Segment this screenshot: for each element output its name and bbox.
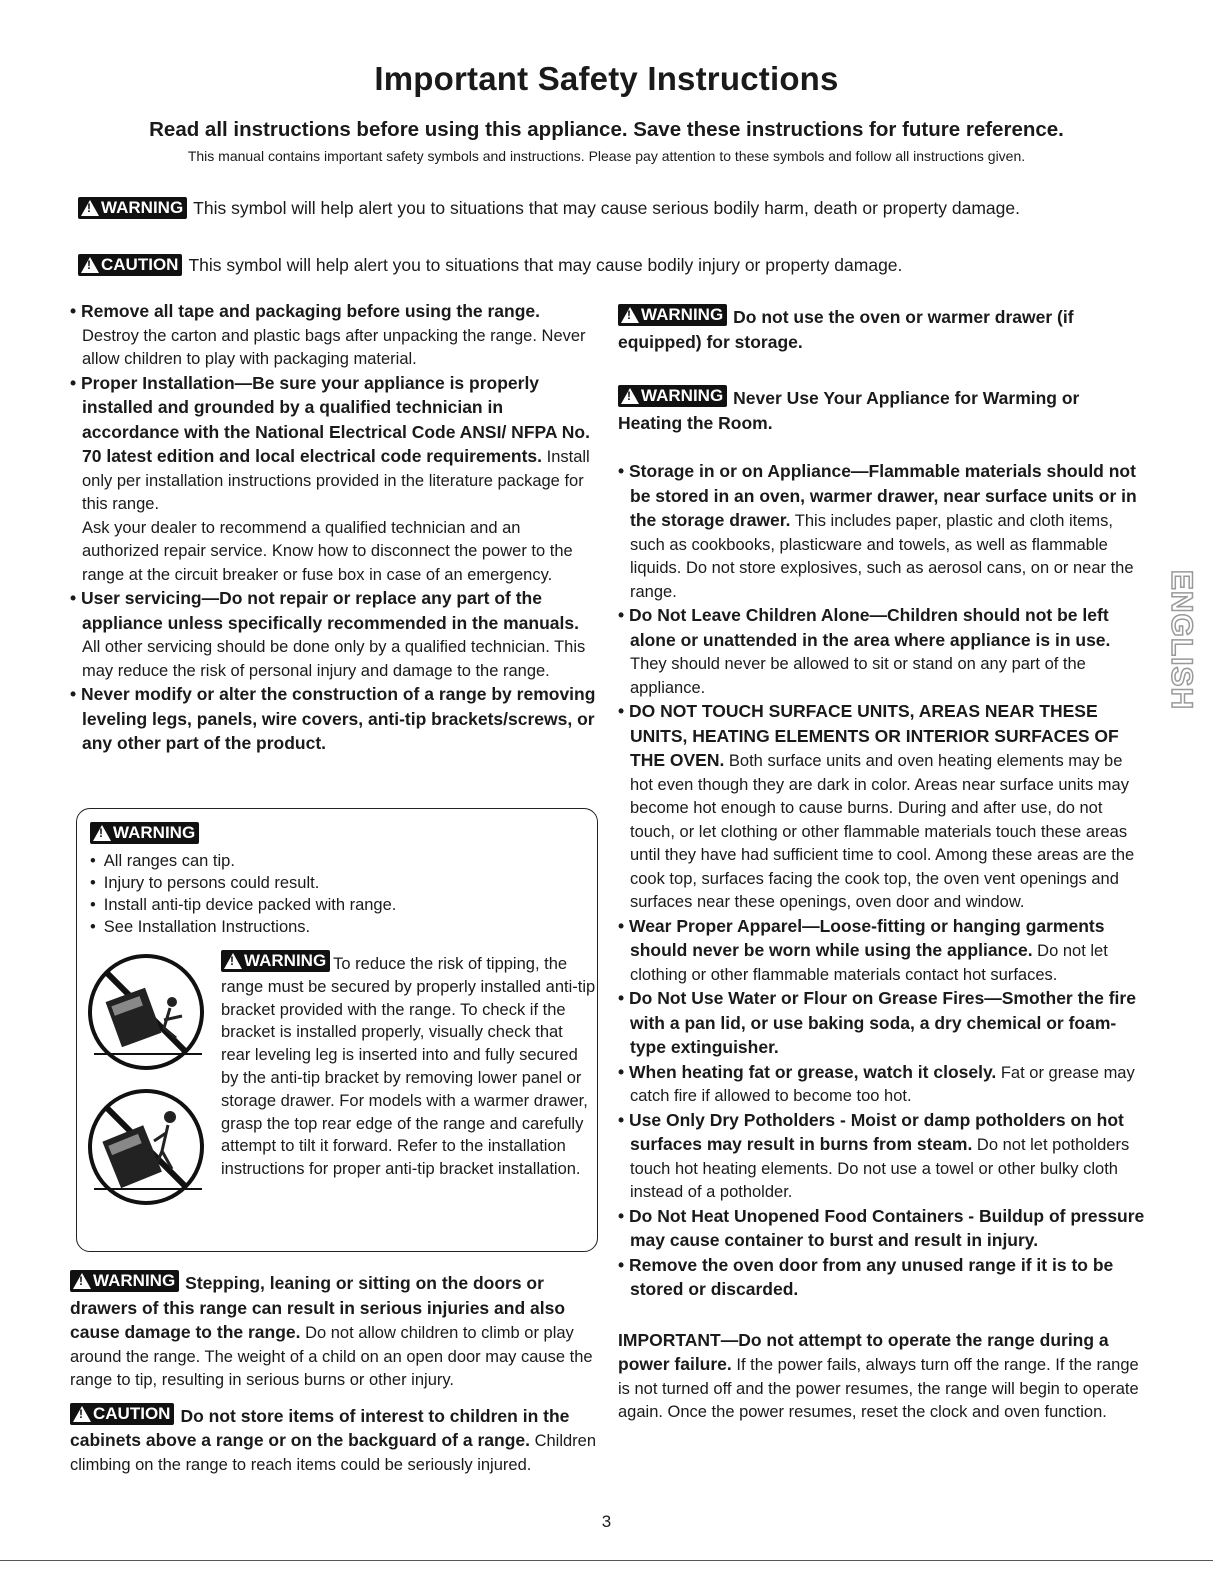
storage-warning-triangle-icon	[621, 307, 639, 323]
box-warning-triangle-icon	[93, 825, 111, 841]
anti-tip-text: ! WARNING To reduce the risk of tipping, the range must be secured by properly installed anti-tip bracket provided with the range. To check if the bracket is installed properly, visually check that rear leveling leg is inserted into and fully secured by the anti-tip bracket by removing lower panel or storage drawer. For models with a warmer drawer, grasp the top rear edge of the range and carefully attempt to tilt it forward. Refer to the installation instructions for proper anti-tip bracket installation.	[221, 950, 596, 1181]
box-bullet: • All ranges can tip.	[90, 850, 396, 872]
caution-symbol-text: This symbol will help alert you to situations that may cause bodily injury or property damage.	[188, 254, 903, 275]
page-number: 3	[601, 1512, 612, 1531]
children-caution-triangle-icon	[73, 1406, 91, 1422]
children-caution-badge: ! CAUTION	[70, 1403, 174, 1425]
box-bullet-list	[90, 850, 396, 938]
heating-warning-triangle-icon	[621, 388, 639, 404]
bottom-rule	[0, 1560, 1213, 1561]
box-bullet: • Install anti-tip device packed with range.	[90, 894, 396, 916]
warning-badge: ! WARNING	[78, 197, 187, 219]
box-bullet: • See Installation Instructions.	[90, 916, 396, 938]
right-column: ! WARNING Do not use the oven or warmer drawer (if equipped) for storage. ! WARNING Never Use Your Appliance for Warming or Heating the Room. • Storage in or on Appliance—Flammable materials should not be stored in an oven, warmer drawer, near surface units or in the storage drawer. This includes paper, plastic and cloth items, such as cookbooks, plasticware and towels, as well as flammable liquids. Do not store explosives, such as aerosol cans, on or near the range. • Do Not Leave Children Alone—Children should not be left alone or unattended in the area where appliance is in use. They should never be allowed to sit or stand on any part of the appliance. • DO NOT TOUCH SURFACE UNITS, AREAS NEAR THESE UNITS, HEATING ELEMENTS OR INTERIOR SURFACES OF THE OVEN. Both surface units and oven heating elements may be hot even though they are dark in color. Areas near surface units may become hot enough to cause burns. During and after use, do not touch, or let clothing or other flammable materials touch these areas until they have had sufficient time to cool. Among these areas are the cook top, surfaces facing the cook top, the oven vent openings and surfaces near these openings, oven door and window. • Wear Proper Apparel—Loose-fitting or hanging garments should never be worn while using the appliance. Do not let clothing or other flammable materials contact hot surfaces. • Do Not Use Water or Flour on Grease Fires—Smother the fire with a pan lid, or use baking soda, a dry chemical or foam-type extinguisher. • When heating fat or grease, watch it closely. Fat or grease may catch fire if allowed to become too hot. • Use Only Dry Potholders - Moist or damp potholders on hot surfaces may result in burns from steam. Do not let potholders touch hot heating elements. Do not use a towel or other bulky cloth instead of a potholder. • Do Not Heat Unopened Food Containers - Buildup of pressure may cause container to burst and result in injury. • Remove the oven door from any unused range if it is to be stored or discarded. IMPORTANT—Do not attempt to operate the range during a power failure. If the power fails, always turn off the range. If the range is not turned off and the power resumes, the range will begin to operate again. Once the power resumes, reset the clock and oven function.	[618, 304, 1145, 1425]
stepping-warning-triangle-icon	[73, 1273, 91, 1289]
warning-triangle-icon	[81, 200, 99, 216]
left-column-upper: • Remove all tape and packaging before using the range. Destroy the carton and plastic bags after unpacking the range. Never allow children to play with packaging material. • Proper Installation—Be sure your appliance is properly installed and grounded by a qualified technician in accordance with the National Electrical Code ANSI/ NFPA No. 70 latest edition and local electrical code requirements. Install only per installation instructions provided in the literature package for this range. Ask your dealer to recommend a qualified technician and an authorized repair service. Know how to disconnect the power to the range at the circuit breaker or fuse box in case of an emergency. • User servicing—Do not repair or replace any part of the appliance unless specifically recommended in the manuals. All other servicing should be done only by a qualified technician. This may reduce the risk of personal injury and damage to the range. • Never modify or alter the construction of a range by removing leveling legs, panels, wire covers, anti-tip brackets/screws, or any other part of the product.	[70, 301, 596, 753]
page-subtitle: Read all instructions before using this appliance. Save these instructions for future reference.	[149, 118, 1064, 141]
language-side-tab	[1155, 565, 1205, 715]
caution-triangle-icon	[81, 257, 99, 273]
caution-badge: ! CAUTION	[78, 254, 182, 276]
tipping-range-child-illustration	[84, 1085, 214, 1215]
stepping-warning-badge: ! WARNING	[70, 1270, 179, 1292]
caution-symbol-row	[78, 254, 902, 276]
warning-symbol-text: This symbol will help alert you to situations that may cause serious bodily harm, death or property damage.	[193, 197, 1020, 218]
heating-warning-badge: ! WARNING	[618, 385, 727, 407]
warning-symbol-row	[78, 197, 1020, 219]
tip-warning-badge: ! WARNING	[221, 950, 330, 972]
tipping-range-illustration	[84, 950, 214, 1080]
tip-warning-triangle-icon	[224, 953, 242, 969]
box-warning-badge: ! WARNING	[90, 822, 199, 844]
left-column-lower: ! WARNING Stepping, leaning or sitting on the doors or drawers of this range can result in serious injuries and also cause damage to the range. Do not allow children to climb or play around the range. The weight of a child on an open door may cause the range to tip, resulting in serious burns or other injury. ! CAUTION Do not store items of interest to children in the cabinets above a range or on the backguard of a range. Children climbing on the range to reach items could be seriously injured.	[70, 1270, 597, 1477]
side-tab-text: ENGLISH	[1165, 569, 1199, 711]
page-title: Important Safety Instructions	[374, 60, 839, 97]
box-warning-badge-wrap	[90, 822, 205, 846]
intro-text: This manual contains important safety symbols and instructions. Please pay attention to these symbols and follow all instructions given.	[187, 148, 1026, 164]
storage-warning-badge: ! WARNING	[618, 304, 727, 326]
box-bullet: • Injury to persons could result.	[90, 872, 396, 894]
